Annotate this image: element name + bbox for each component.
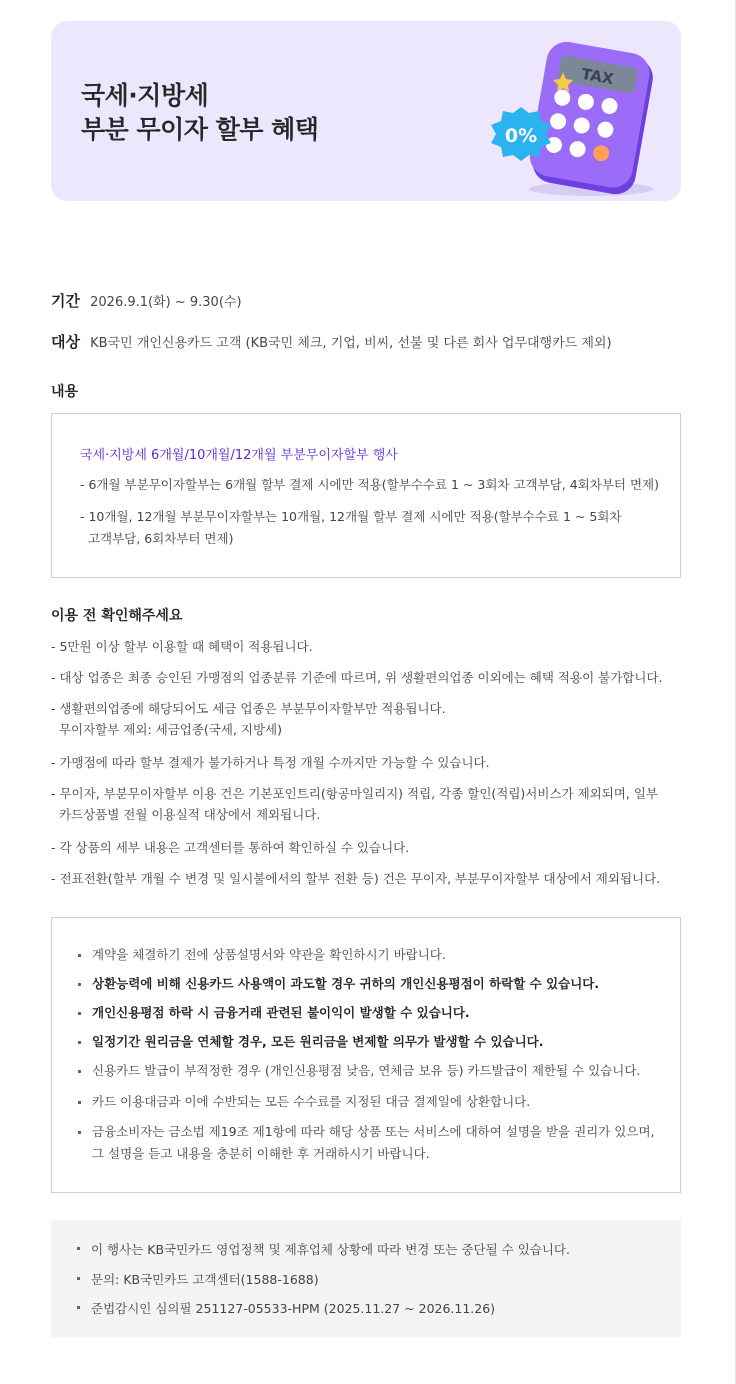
target-row xyxy=(51,331,612,352)
check-item-line: - 5만원 이상 할부 이용할 때 혜택이 적용됩니다. xyxy=(51,639,313,654)
hero-banner xyxy=(51,21,681,201)
check-item xyxy=(51,752,490,773)
period-row xyxy=(51,290,242,311)
check-item xyxy=(51,667,662,688)
check-item xyxy=(51,837,409,858)
content-box xyxy=(51,413,681,578)
notice-item-line: 카드 이용대금과 이에 수반되는 모든 수수료를 지정된 대금 결제일에 상환합니다. xyxy=(92,1094,531,1109)
check-item-line: 카드상품별 전월 이용실적 대상에서 제외됩니다. xyxy=(51,807,321,822)
zero-percent-badge-text: 0% xyxy=(504,125,538,147)
hero-title-line-1: 국세·지방세 xyxy=(81,81,209,110)
notice-item xyxy=(78,1091,530,1113)
check-item xyxy=(51,636,313,657)
content-item xyxy=(80,506,621,550)
compliance-info-item: 준법감시인 심의필 251127-05533-HPM (2025.11.27 ~ 2026.11.26) xyxy=(77,1299,495,1317)
consumer-notice-box xyxy=(51,917,681,1193)
check-item xyxy=(51,698,446,740)
notice-item xyxy=(78,1002,470,1024)
content-item-line: - 10개월, 12개월 부분무이자할부는 10개월, 12개월 할부 결제 시에만 적용(할부수수료 1 ~ 5회차 xyxy=(80,509,622,524)
hero-title xyxy=(81,79,318,147)
notice-item xyxy=(78,1031,544,1053)
notice-item-line: 그 설명을 듣고 내용을 충분히 이해한 후 거래하시기 바랍니다. xyxy=(92,1146,430,1161)
check-section-title: 이용 전 확인해주세요 xyxy=(51,608,183,624)
notice-item xyxy=(78,944,446,966)
calculator-illustration-icon xyxy=(471,39,671,201)
check-item-line: 무이자할부 제외: 세금업종(국세, 지방세) xyxy=(51,722,283,737)
notice-item xyxy=(78,1121,655,1165)
period-label: 기간 xyxy=(51,292,80,310)
notice-item-line: 상환능력에 비해 신용카드 사용액이 과도할 경우 귀하의 개인신용평점이 하락할 수 있습니다. xyxy=(92,976,600,991)
period-value: 2026.9.1(화) ~ 9.30(수) xyxy=(90,295,242,310)
notice-item-line: 금융소비자는 금소법 제19조 제1항에 따라 해당 상품 또는 서비스에 대하여 설명을 받을 권리가 있으며, xyxy=(92,1124,655,1139)
event-info-box xyxy=(51,1220,681,1337)
check-item xyxy=(51,783,658,825)
content-heading: 국세·지방세 6개월/10개월/12개월 부분무이자할부 행사 xyxy=(80,448,398,463)
check-item-line: - 무이자, 부분무이자할부 이용 건은 기본포인트리(항공마일리지) 적립, 각종 할인(적립)서비스가 제외되며, 일부 xyxy=(51,786,658,801)
content-section-label: 내용 xyxy=(51,384,79,400)
check-item-line: - 전표전환(할부 개월 수 변경 및 일시불에서의 할부 전환 등) 건은 무이자, 부분무이자할부 대상에서 제외됩니다. xyxy=(51,871,661,886)
target-label: 대상 xyxy=(51,333,80,351)
notice-item-line: 개인신용평점 하락 시 금융거래 관련된 불이익이 발생할 수 있습니다. xyxy=(92,1005,470,1020)
check-item-line: - 대상 업종은 최종 승인된 가맹점의 업종분류 기준에 따르며, 위 생활편의업종 이외에는 혜택 적용이 불가합니다. xyxy=(51,670,663,685)
check-item-line: - 가맹점에 따라 할부 결제가 불가하거나 특정 개월 수까지만 가능할 수 있습니다. xyxy=(51,755,490,770)
target-value: KB국민 개인신용카드 고객 (KB국민 체크, 기업, 비씨, 선불 및 다른 회사 업무대행카드 제외) xyxy=(90,336,612,351)
check-item-line: - 생활편의업종에 해당되어도 세금 업종은 부분무이자할부만 적용됩니다. xyxy=(51,701,446,716)
notice-item-line: 신용카드 발급이 부적정한 경우 (개인신용평점 낮음, 연체금 보유 등) 카드발급이 제한될 수 있습니다. xyxy=(92,1063,641,1078)
notice-item-line: 계약을 체결하기 전에 상품설명서와 약관을 확인하시기 바랍니다. xyxy=(92,947,446,962)
content-item xyxy=(80,474,659,496)
notice-item-line: 일정기간 원리금을 연체할 경우, 모든 원리금을 변제할 의무가 발생할 수 있습니다. xyxy=(92,1034,544,1049)
notice-item xyxy=(78,973,599,995)
notice-item xyxy=(78,1060,640,1082)
content-item-line: - 6개월 부분무이자할부는 6개월 할부 결제 시에만 적용(할부수수료 1 ~ 3회차 고객부담, 4회차부터 면제) xyxy=(80,477,659,492)
content-item-line: 고객부담, 6회차부터 면제) xyxy=(80,531,234,546)
check-item-line: - 각 상품의 세부 내용은 고객센터를 통하여 확인하실 수 있습니다. xyxy=(51,840,410,855)
check-item xyxy=(51,868,660,889)
contact-info-item: 문의: KB국민카드 고객센터(1588-1688) xyxy=(77,1270,319,1288)
hero-title-line-2: 부분 무이자 할부 혜택 xyxy=(81,115,319,144)
calculator-screen-text: TAX xyxy=(580,64,615,89)
event-info-item: 이 행사는 KB국민카드 영업정책 및 제휴업체 상황에 따라 변경 또는 중단될 수 있습니다. xyxy=(77,1240,570,1258)
